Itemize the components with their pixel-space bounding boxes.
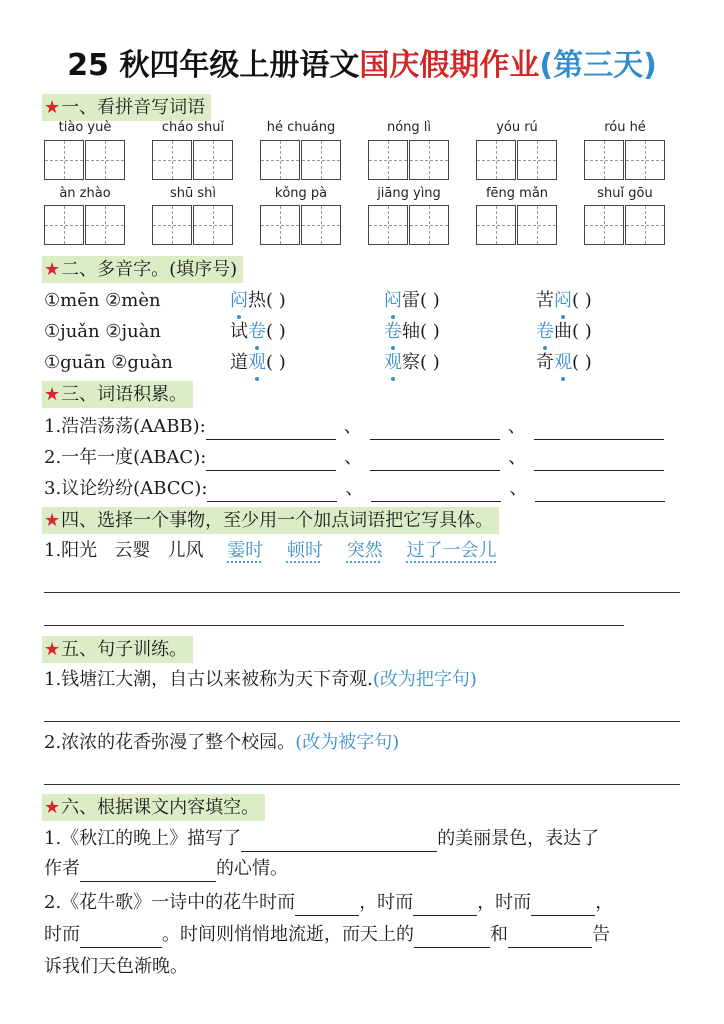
tianzige-box[interactable] bbox=[584, 140, 624, 180]
vocab-line-2 bbox=[44, 445, 664, 471]
word-rest: 轴( ) bbox=[402, 321, 440, 342]
answer-blank[interactable] bbox=[206, 419, 336, 440]
word-rest: 热( ) bbox=[248, 290, 286, 311]
pinyin-label: kǒng pà bbox=[274, 186, 328, 201]
star-icon: ★ bbox=[44, 384, 61, 405]
text: 的心情。 bbox=[216, 858, 288, 879]
tianzige-box[interactable] bbox=[44, 140, 84, 180]
section-3-header bbox=[42, 381, 193, 408]
text: 和 bbox=[490, 924, 508, 945]
dotted-char: 卷 bbox=[248, 319, 266, 345]
tianzige-box[interactable] bbox=[193, 140, 233, 180]
polyphone-1-word-2[interactable] bbox=[384, 288, 440, 314]
word-start: 试 bbox=[230, 321, 248, 342]
dotted-word-text: 过了一会儿 bbox=[406, 540, 497, 561]
separator: 、 bbox=[507, 416, 526, 437]
tianzige-box[interactable] bbox=[584, 205, 624, 245]
writing-line[interactable] bbox=[44, 784, 680, 785]
tianzige-box[interactable] bbox=[368, 140, 408, 180]
section-6-header bbox=[42, 794, 265, 821]
answer-blank[interactable] bbox=[80, 861, 216, 882]
answer-blank[interactable] bbox=[534, 450, 664, 471]
title-part-grade: 25 秋四年级上册语文 bbox=[67, 48, 360, 83]
text: ，时而 bbox=[359, 892, 414, 913]
dotted-char: 闷 bbox=[384, 288, 402, 314]
dotted-word-3 bbox=[347, 540, 383, 561]
pinyin-label: hé chuáng bbox=[266, 120, 336, 135]
polyphone-1-word-1[interactable] bbox=[230, 288, 286, 314]
tianzige-box[interactable] bbox=[409, 205, 449, 245]
polyphone-3-word-1[interactable] bbox=[230, 350, 286, 376]
s4-word-list bbox=[44, 538, 496, 564]
section-4-header bbox=[42, 507, 499, 534]
separator: 、 bbox=[508, 447, 527, 468]
section-6-title: 六、根据课文内容填空。 bbox=[61, 797, 260, 818]
polyphone-1-word-3[interactable] bbox=[536, 288, 592, 314]
text: 2.《花牛歌》一诗中的花牛时而 bbox=[44, 892, 296, 913]
question-text: 2.浓浓的花香弥漫了整个校园。 bbox=[44, 732, 296, 753]
pinyin-label: àn zhào bbox=[59, 186, 111, 201]
answer-blank[interactable] bbox=[531, 895, 595, 916]
word-rest: 察( ) bbox=[402, 352, 440, 373]
answer-blank[interactable] bbox=[534, 419, 664, 440]
section-1-title: 一、看拼音写词语 bbox=[61, 97, 206, 118]
section-2-title: 二、多音字。(填序号) bbox=[61, 259, 238, 280]
text: ， bbox=[595, 892, 614, 913]
word-rest: 曲( ) bbox=[554, 321, 592, 342]
answer-blank[interactable] bbox=[241, 831, 437, 852]
pinyin-label: nóng lì bbox=[386, 120, 432, 135]
separator: 、 bbox=[509, 478, 528, 499]
dotted-word-text: 突然 bbox=[346, 540, 383, 561]
writing-line[interactable] bbox=[44, 592, 680, 593]
dotted-char: 卷 bbox=[536, 319, 554, 345]
word-start: 苦 bbox=[536, 290, 554, 311]
tianzige-box[interactable] bbox=[260, 205, 300, 245]
text: 1.《秋江的晚上》描写了 bbox=[44, 828, 242, 849]
dotted-char: 观 bbox=[384, 350, 402, 376]
pinyin-label: shuǐ gōu bbox=[597, 186, 653, 201]
s6-q2-line-1 bbox=[44, 890, 613, 916]
dotted-word-text: 霎时 bbox=[227, 540, 264, 561]
tianzige-box[interactable] bbox=[85, 140, 125, 180]
tianzige-box[interactable] bbox=[152, 140, 192, 180]
separator: 、 bbox=[343, 416, 362, 437]
s6-q2-line-3 bbox=[44, 954, 188, 980]
text: 作者 bbox=[44, 858, 80, 879]
pinyin-label: shū shì bbox=[169, 186, 216, 201]
dotted-word-2 bbox=[287, 540, 323, 561]
question-hint: (改为被字句) bbox=[295, 732, 400, 753]
polyphone-2-word-3[interactable] bbox=[536, 319, 592, 345]
star-icon: ★ bbox=[44, 97, 61, 118]
section-3-title: 三、词语积累。 bbox=[61, 384, 188, 405]
vocab-label: 2.一年一度(ABAC): bbox=[44, 447, 207, 468]
answer-blank[interactable] bbox=[295, 895, 359, 916]
answer-blank[interactable] bbox=[414, 927, 490, 948]
star-icon: ★ bbox=[44, 510, 61, 531]
title-part-day: (第三天) bbox=[539, 48, 657, 83]
text: ，时而 bbox=[477, 892, 532, 913]
page-title bbox=[0, 40, 724, 84]
section-1-header bbox=[42, 94, 211, 121]
word-rest: ( ) bbox=[266, 321, 286, 342]
s6-q1-line-1 bbox=[44, 826, 599, 852]
text: 的美丽景色，表达了 bbox=[437, 828, 600, 849]
s5-question-1 bbox=[44, 667, 477, 693]
tianzige-box[interactable] bbox=[517, 205, 557, 245]
tianzige-box[interactable] bbox=[368, 205, 408, 245]
tianzige-box[interactable] bbox=[301, 205, 341, 245]
s6-q1-line-2 bbox=[44, 856, 288, 882]
vocab-label: 3.议论纷纷(ABCC): bbox=[44, 478, 208, 499]
polyphone-3-word-3[interactable] bbox=[536, 350, 592, 376]
tianzige-box[interactable] bbox=[301, 140, 341, 180]
section-4-title: 四、选择一个事物，至少用一个加点词语把它写具体。 bbox=[61, 510, 494, 531]
polyphone-3-word-2[interactable] bbox=[384, 350, 440, 376]
dotted-char: 观 bbox=[554, 350, 572, 376]
star-icon: ★ bbox=[44, 797, 61, 818]
star-icon: ★ bbox=[44, 259, 61, 280]
pinyin-label: róu hé bbox=[604, 120, 646, 135]
s4-items-prefix: 1.阳光 云婴 儿风 bbox=[44, 540, 204, 561]
vocab-line-3 bbox=[44, 476, 665, 502]
answer-blank[interactable] bbox=[535, 481, 665, 502]
dotted-word-4 bbox=[406, 540, 496, 561]
pinyin-label: jiāng yìng bbox=[377, 186, 441, 201]
answer-blank[interactable] bbox=[371, 481, 501, 502]
text: 告 bbox=[592, 924, 610, 945]
section-2-header bbox=[42, 256, 243, 283]
dotted-char: 观 bbox=[248, 350, 266, 376]
text: 。时间则悄悄地流逝，而天上的 bbox=[162, 924, 414, 945]
answer-blank[interactable] bbox=[413, 895, 477, 916]
tianzige-box[interactable] bbox=[409, 140, 449, 180]
polyphone-2-readings: ①juǎn ②juàn bbox=[44, 321, 161, 342]
tianzige-box[interactable] bbox=[152, 205, 192, 245]
tianzige-box[interactable] bbox=[517, 140, 557, 180]
word-start: 奇 bbox=[536, 352, 554, 373]
writing-line[interactable] bbox=[44, 625, 624, 626]
answer-blank[interactable] bbox=[207, 481, 337, 502]
tianzige-box[interactable] bbox=[625, 205, 665, 245]
text: 诉我们天色渐晚。 bbox=[44, 956, 188, 977]
answer-blank[interactable] bbox=[80, 927, 162, 948]
word-start: 道 bbox=[230, 352, 248, 373]
question-hint: (改为把字句) bbox=[372, 669, 477, 690]
dotted-char: 闷 bbox=[554, 288, 572, 314]
writing-line[interactable] bbox=[44, 721, 680, 722]
text: 时而 bbox=[44, 924, 80, 945]
polyphone-3-readings: ①guān ②guàn bbox=[44, 352, 173, 373]
tianzige-box[interactable] bbox=[476, 205, 516, 245]
pinyin-label: tiào yuè bbox=[58, 120, 112, 135]
dotted-char: 闷 bbox=[230, 288, 248, 314]
answer-blank[interactable] bbox=[508, 927, 592, 948]
question-text: 1.钱塘江大潮，自古以来被称为天下奇观. bbox=[44, 669, 373, 690]
tianzige-box[interactable] bbox=[625, 140, 665, 180]
dotted-char: 卷 bbox=[384, 319, 402, 345]
tianzige-box[interactable] bbox=[85, 205, 125, 245]
pinyin-label: yóu rú bbox=[496, 120, 538, 135]
dotted-word-text: 顿时 bbox=[286, 540, 323, 561]
word-rest: ( ) bbox=[572, 290, 592, 311]
polyphone-2-word-1[interactable] bbox=[230, 319, 286, 345]
dotted-word-1 bbox=[227, 540, 263, 561]
word-rest: ( ) bbox=[572, 352, 592, 373]
separator: 、 bbox=[345, 478, 364, 499]
pinyin-label: fēng mǎn bbox=[485, 186, 549, 201]
tianzige-box[interactable] bbox=[44, 205, 84, 245]
section-5-header bbox=[42, 636, 193, 663]
answer-blank[interactable] bbox=[370, 450, 500, 471]
s5-question-2 bbox=[44, 730, 399, 756]
tianzige-box[interactable] bbox=[260, 140, 300, 180]
answer-blank[interactable] bbox=[206, 450, 336, 471]
vocab-line-1 bbox=[44, 414, 664, 440]
tianzige-box[interactable] bbox=[193, 205, 233, 245]
star-icon: ★ bbox=[44, 639, 61, 660]
word-rest: ( ) bbox=[266, 352, 286, 373]
polyphone-1-readings: ①mēn ②mèn bbox=[44, 290, 161, 311]
title-part-homework: 国庆假期作业 bbox=[359, 48, 540, 83]
answer-blank[interactable] bbox=[370, 419, 500, 440]
word-rest: 雷( ) bbox=[402, 290, 440, 311]
pinyin-label: cháo shuǐ bbox=[161, 120, 225, 135]
separator: 、 bbox=[344, 447, 363, 468]
tianzige-box[interactable] bbox=[476, 140, 516, 180]
section-5-title: 五、句子训练。 bbox=[61, 639, 188, 660]
vocab-label: 1.浩浩荡荡(AABB): bbox=[44, 416, 206, 437]
s6-q2-line-2 bbox=[44, 922, 610, 948]
polyphone-2-word-2[interactable] bbox=[384, 319, 440, 345]
